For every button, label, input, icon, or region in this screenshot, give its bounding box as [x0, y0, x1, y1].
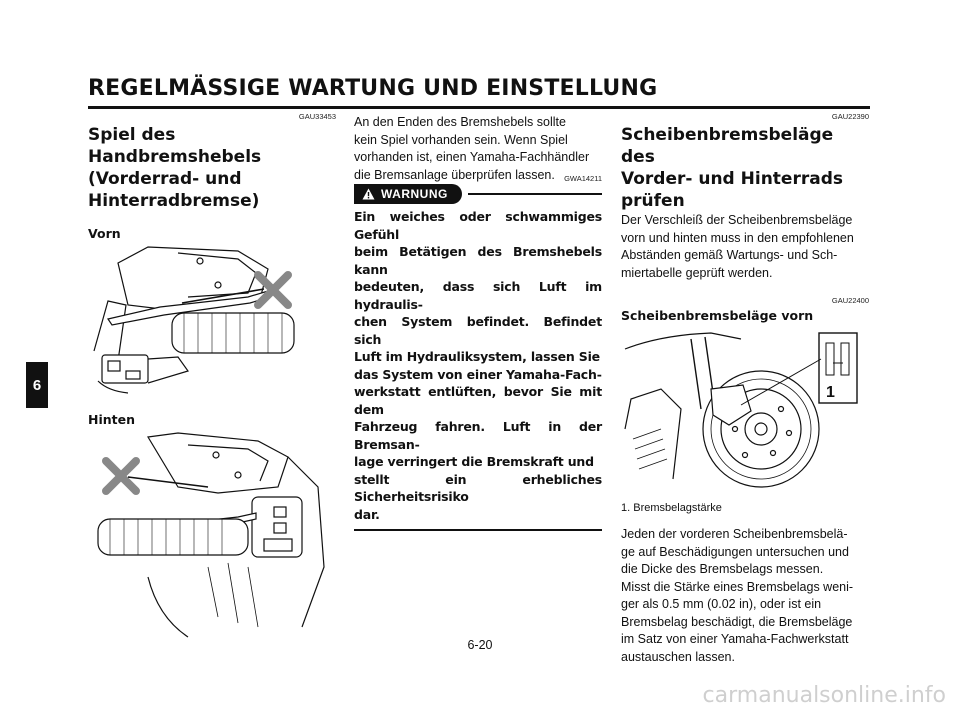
text-line: bedeuten, dass sich Luft im hydraulis- [354, 279, 602, 312]
label-front: Vorn [88, 226, 121, 241]
warning-ref-code: GWA14211 [564, 174, 602, 183]
subsection-ref-code: GAU22400 [831, 296, 869, 305]
warning-text [354, 208, 602, 523]
text-line: Abständen gemäß Wartungs- und Sch- [621, 248, 838, 262]
text-line: Der Verschleiß der Scheibenbremsbeläge [621, 213, 853, 227]
warning-label: WARNUNG [381, 187, 448, 201]
left-column [88, 112, 336, 648]
title-line: Hinterradbremse) [88, 191, 260, 211]
text-line: chen System befindet. Befindet sich [354, 314, 602, 347]
section-title-brake-lever [88, 124, 336, 212]
warning-triangle-icon [362, 188, 375, 200]
figure-caption: 1. Bremsbelagstärke [621, 502, 722, 514]
title-line: Scheibenbremsbeläge des [621, 125, 834, 167]
right-column [621, 112, 869, 666]
warning-badge [354, 184, 462, 204]
text-line: die Bremsanlage überprüfen lassen. [354, 167, 555, 182]
section-title-brake-pads [621, 124, 869, 212]
rear-brake-lever-illustration [88, 427, 336, 643]
page-header-title: REGELMÄSSIGE WARTUNG UND EINSTELLUNG [88, 76, 658, 101]
label-rear: Hinten [88, 412, 135, 427]
text-line: stellt ein erhebliches Sicherheitsrisiko [354, 471, 602, 504]
text-line: ger als 0.5 mm (0.02 in), oder ist ein [621, 597, 822, 611]
title-line: Vorder- und Hinterrads prüfen [621, 169, 843, 211]
text-line: das System von einer Yamaha-Fach- [354, 366, 602, 382]
warning-bottom-rule [354, 529, 602, 531]
text-line: Ein weiches oder schwammiges Gefühl [354, 209, 602, 242]
text-line: Jeden der vorderen Scheibenbremsbelä- [621, 527, 848, 541]
text-line: Misst die Stärke eines Bremsbelags weni- [621, 579, 854, 594]
text-line: dar. [354, 506, 380, 522]
section-ref-code: GAU22390 [831, 112, 869, 121]
page-number: 6-20 [467, 638, 493, 652]
text-line: miertabelle geprüft werden. [621, 265, 773, 280]
text-line: lage verringert die Bremskraft und [354, 454, 594, 469]
intro-paragraph [621, 212, 869, 282]
title-line: Spiel des Handbremshebels [88, 125, 262, 167]
callout-number: 1 [826, 384, 835, 401]
subsection-title: Scheibenbremsbeläge vorn [621, 308, 814, 323]
x-mark-icon [106, 461, 136, 491]
title-line: (Vorderrad- und [88, 169, 242, 189]
text-line: ge auf Beschädigungen untersuchen und [621, 544, 849, 559]
text-line: austauschen lassen. [621, 649, 735, 664]
warning-header [354, 184, 602, 204]
text-line: beim Betätigen des Bremshebels kann [354, 244, 602, 277]
chapter-tab: 6 [26, 362, 48, 408]
section-ref-code: GAU33453 [298, 112, 336, 121]
front-brake-lever-illustration [88, 241, 336, 403]
text-line: Bremsbelag beschädigt, die Bremsbeläge [621, 614, 853, 629]
text-line: Fahrzeug fahren. Luft in der Bremsan- [354, 419, 602, 452]
text-line: im Satz von einer Yamaha-Fachwerkstatt [621, 632, 849, 646]
watermark: carmanualsonline.info [702, 683, 946, 708]
text-line: kein Spiel vorhanden sein. Wenn Spiel [354, 132, 568, 147]
warning-rule [468, 193, 602, 195]
text-line: die Dicke des Bremsbelags messen. [621, 562, 824, 576]
text-line: vorhanden ist, einen Yamaha-Fachhändler [354, 150, 590, 164]
text-line: Luft im Hydrauliksystem, lassen Sie [354, 349, 600, 364]
front-brake-disc-illustration [621, 329, 869, 489]
text-line: An den Enden des Bremshebels sollte [354, 115, 566, 129]
text-line: vorn und hinten muss in den empfohlenen [621, 230, 854, 245]
header-rule [88, 106, 870, 109]
middle-column [354, 112, 602, 531]
warning-box [354, 174, 602, 531]
text-line: werkstatt entlüften, bevor Sie mit dem [354, 384, 602, 417]
